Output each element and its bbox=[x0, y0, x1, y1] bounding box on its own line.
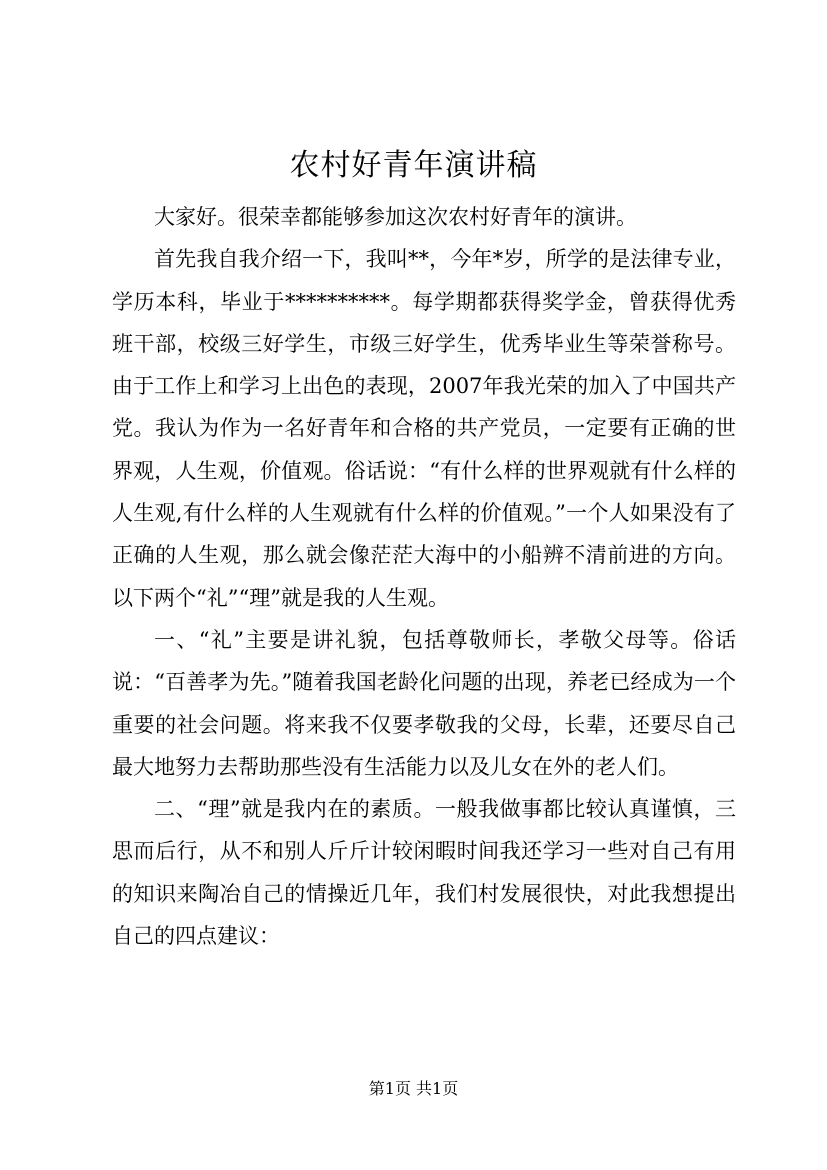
paragraph-li-courtesy: 一、“礼”主要是讲礼貌，包括尊敬师长，孝敬父母等。俗话说：“百善孝为先。”随着我国老龄化问题的出现，养老已经成为一个重要的社会问题。将来我不仅要孝敬我的父母，长辈，还要尽自己最大地努力去帮助那些没有生活能力以及儿女在外的老人们。 bbox=[112, 627, 736, 779]
paragraph-introduction: 首先我自我介绍一下，我叫**，今年*岁，所学的是法律专业，学历本科，毕业于**********。每学期都获得奖学金，曾获得优秀班干部，校级三好学生，市级三好学生，优秀毕业生等荣誉称号。由于工作上和学习上出色的表现，2007年我光荣的加入了中国共产党。我认为作为一名好青年和合格的共产党员，一定要有正确的世界观，人生观，价值观。俗话说：“有什么样的世界观就有什么样的人生观,有什么样的人生观就有什么样的价值观。”一个人如果没有了正确的人生观，那么就会像茫茫大海中的小船辨不清前进的方向。以下两个“礼”“理”就是我的人生观。 bbox=[112, 247, 736, 610]
document-title: 农村好青年演讲稿 bbox=[289, 148, 538, 183]
page-footer: 第1页 共1页 bbox=[368, 1079, 459, 1098]
paragraph-greeting: 大家好。很荣幸都能够参加这次农村好青年的演讲。 bbox=[154, 205, 637, 229]
document-body bbox=[112, 196, 736, 957]
paragraph-li-reason: 二、“理”就是我内在的素质。一般我做事都比较认真谨慎，三思而后行，从不和别人斤斤计较闲暇时间我还学习一些对自己有用的知识来陶冶自己的情操近几年，我们村发展很快，对此我想提出自己的四点建议： bbox=[112, 797, 736, 949]
